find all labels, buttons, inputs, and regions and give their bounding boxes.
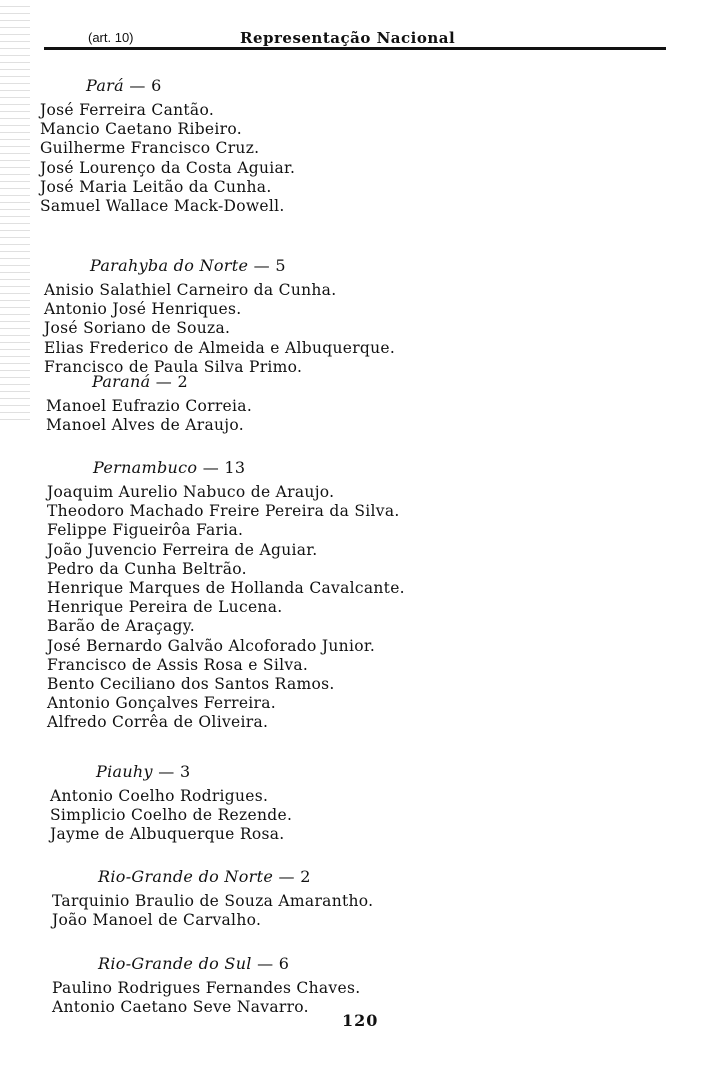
deputy-name: Paulino Rodrigues Fernandes Chaves. bbox=[52, 979, 361, 997]
state-section bbox=[40, 75, 295, 216]
deputy-name: Simplicio Coelho de Rezende. bbox=[50, 806, 293, 825]
deputy-name: Manoel Alves de Araujo. bbox=[46, 416, 244, 435]
deputy-name: Antonio Coelho Rodrigues. bbox=[50, 787, 269, 805]
deputy-name: João Manoel de Carvalho. bbox=[52, 911, 262, 930]
deputy-name: José Ferreira Cantão. bbox=[40, 101, 215, 119]
deputy-count: 13 bbox=[224, 458, 246, 477]
deputy-name: Francisco de Paula Silva Primo. bbox=[44, 357, 303, 376]
deputy-name: João Juvencio Ferreira de Aguiar. bbox=[47, 540, 318, 559]
page-edge-scan-artifact bbox=[0, 0, 30, 420]
deputy-name: Anisio Salathiel Carneiro da Cunha. bbox=[44, 281, 337, 299]
deputy-name: Samuel Wallace Mack-Dowell. bbox=[40, 197, 285, 216]
deputy-count: 2 bbox=[300, 867, 311, 886]
deputy-name: Henrique Pereira de Lucena. bbox=[47, 598, 283, 617]
deputy-count: 3 bbox=[179, 762, 191, 781]
state-heading: Pará — 6 bbox=[86, 76, 162, 95]
deputy-name: José Bernardo Galvão Alcoforado Junior. bbox=[47, 636, 376, 655]
deputy-name: Theodoro Machado Freire Pereira da Silva. bbox=[47, 502, 400, 521]
state-section bbox=[46, 371, 252, 435]
deputy-name: Alfredo Corrêa de Oliveira. bbox=[47, 713, 269, 732]
deputy-name: Pedro da Cunha Beltrão. bbox=[47, 559, 247, 578]
deputy-name: Francisco de Assis Rosa e Silva. bbox=[47, 655, 309, 674]
state-heading: Parahyba do Norte — 5 bbox=[90, 256, 286, 275]
deputy-name: Guilherme Francisco Cruz. bbox=[40, 139, 260, 158]
state-name: Rio-Grande do Norte bbox=[98, 867, 274, 886]
state-name: Paraná bbox=[92, 372, 151, 391]
deputy-name: Antonio Gonçalves Ferreira. bbox=[47, 694, 277, 713]
deputy-name: Mancio Caetano Ribeiro. bbox=[40, 120, 242, 139]
deputy-name: José Lourenço da Costa Aguiar. bbox=[40, 158, 296, 177]
deputy-count: 5 bbox=[275, 256, 286, 275]
deputy-name: Henrique Marques de Hollanda Cavalcante. bbox=[47, 579, 405, 598]
page-number: 120 bbox=[342, 1011, 379, 1030]
state-section bbox=[47, 457, 405, 733]
state-name: Parahyba do Norte bbox=[90, 256, 249, 275]
header-rule bbox=[44, 47, 666, 50]
state-name: Rio-Grande do Sul bbox=[98, 954, 252, 973]
state-section bbox=[52, 866, 373, 930]
article-reference: (art. 10) bbox=[88, 30, 134, 45]
running-title: Representação Nacional bbox=[240, 29, 456, 47]
state-heading: Rio-Grande do Sul — 6 bbox=[98, 954, 290, 973]
state-heading: Pernambuco — 13 bbox=[93, 458, 246, 477]
deputy-name: Tarquinio Braulio de Souza Amarantho. bbox=[52, 892, 374, 910]
deputy-name: Felippe Figueirôa Faria. bbox=[47, 521, 244, 540]
state-section bbox=[44, 255, 395, 377]
deputy-name: Bento Ceciliano dos Santos Ramos. bbox=[47, 675, 335, 694]
deputy-name: Elias Frederico de Almeida e Albuquerque. bbox=[44, 338, 396, 357]
deputy-name: José Maria Leitão da Cunha. bbox=[40, 177, 272, 196]
deputy-count: 2 bbox=[177, 372, 188, 391]
state-heading: Rio-Grande do Norte — 2 bbox=[98, 867, 311, 886]
deputy-name: Barão de Araçagy. bbox=[47, 617, 195, 636]
state-name: Pernambuco bbox=[93, 458, 198, 477]
deputy-name: Joaquim Aurelio Nabuco de Araujo. bbox=[47, 483, 335, 501]
state-heading: Piauhy — 3 bbox=[96, 762, 191, 781]
deputy-name: Antonio Caetano Seve Navarro. bbox=[52, 998, 309, 1017]
deputy-count: 6 bbox=[151, 76, 162, 95]
deputy-name: José Soriano de Souza. bbox=[44, 319, 231, 338]
deputy-name: Jayme de Albuquerque Rosa. bbox=[50, 825, 285, 844]
deputy-name: Antonio José Henriques. bbox=[44, 300, 242, 319]
state-heading: Paraná — 2 bbox=[92, 372, 188, 391]
deputy-count: 6 bbox=[278, 954, 290, 973]
state-name: Pará bbox=[86, 76, 124, 95]
state-section bbox=[52, 953, 360, 1017]
state-name: Piauhy bbox=[96, 762, 153, 781]
state-section bbox=[50, 761, 292, 845]
deputy-name: Manoel Eufrazio Correia. bbox=[46, 397, 253, 415]
